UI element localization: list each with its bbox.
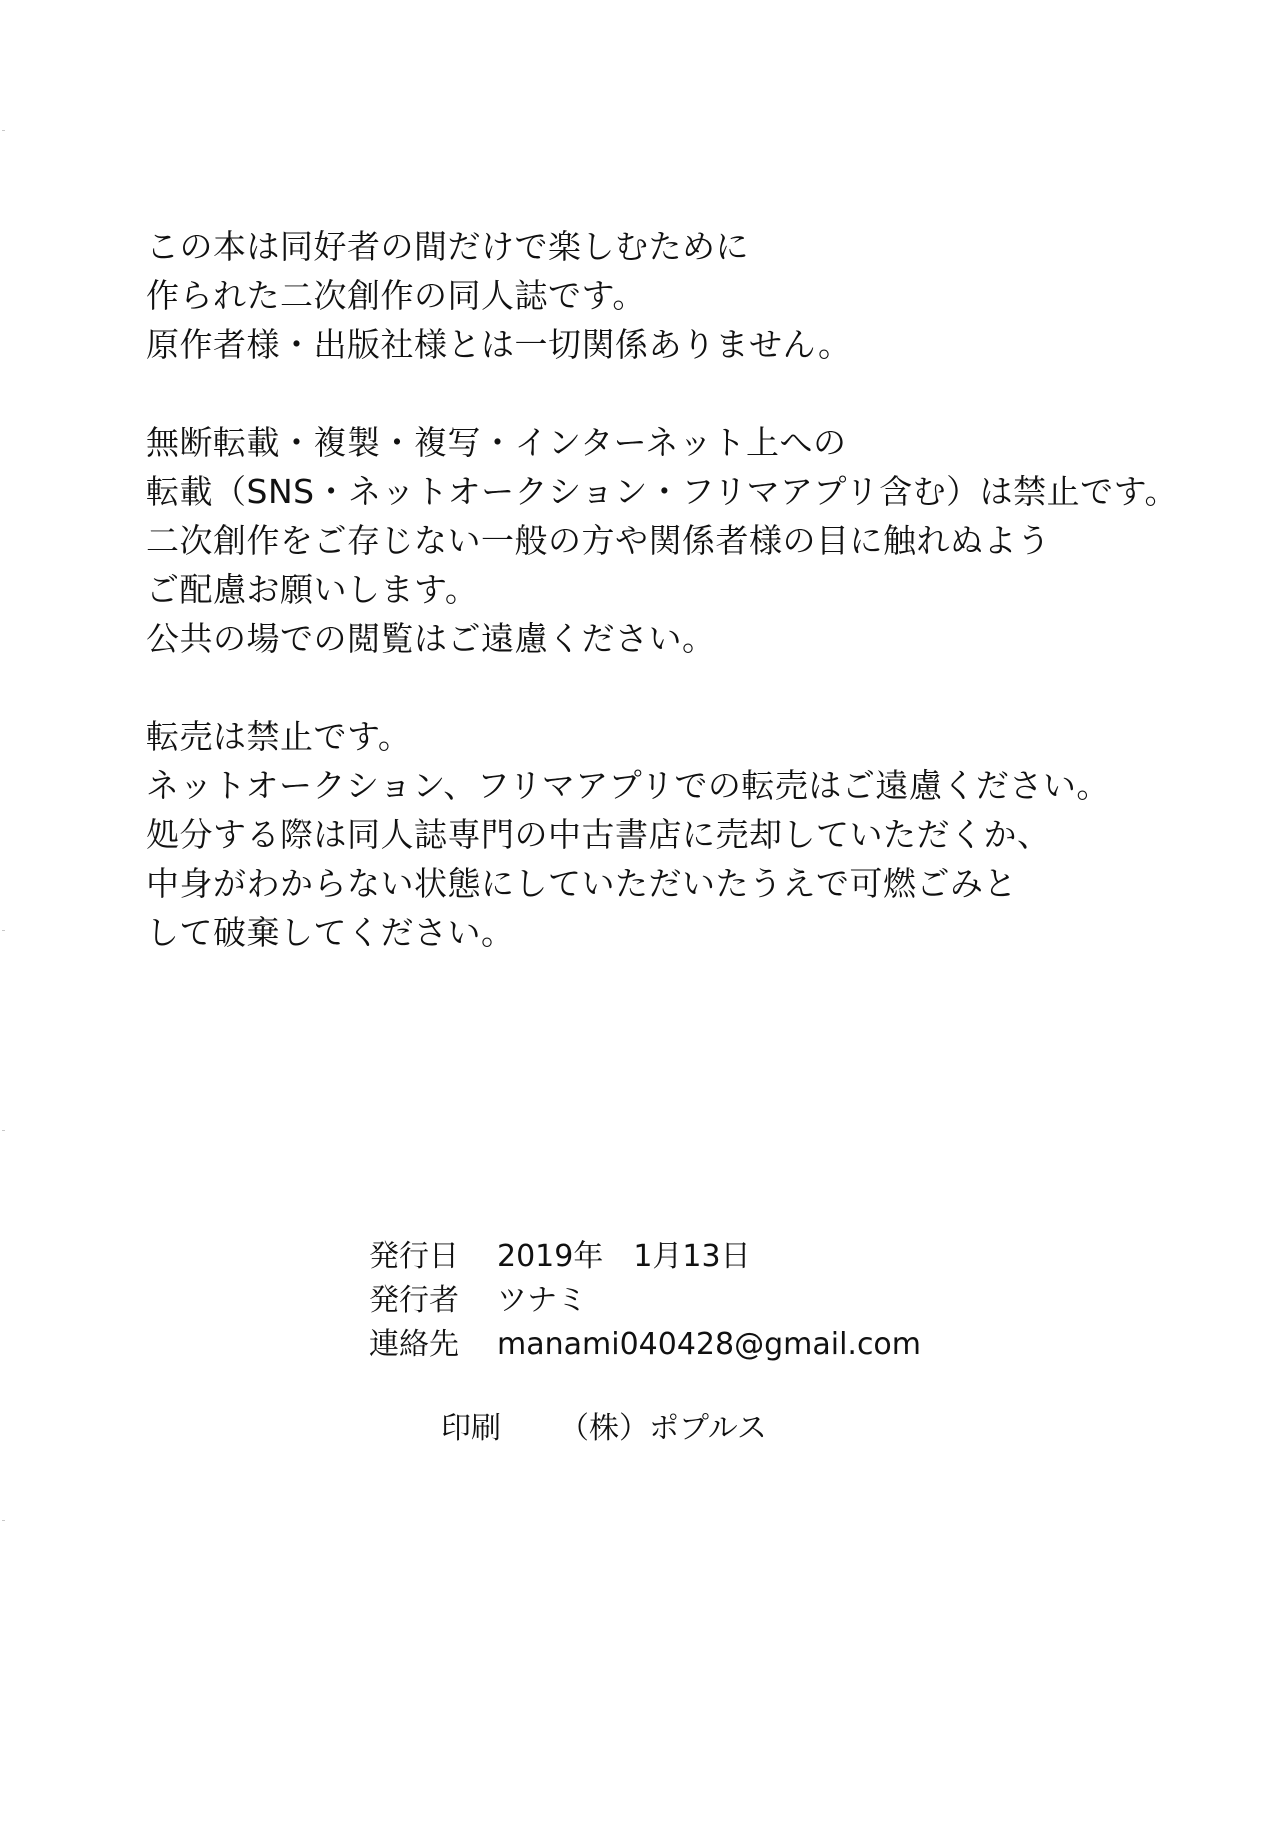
publisher-row — [369, 1279, 1069, 1323]
contact-label: 連絡先 — [369, 1327, 459, 1362]
publisher-label: 発行者 — [369, 1283, 459, 1318]
notice-line: ネットオークション、フリマアプリでの転売はご遠慮ください。 — [146, 766, 1110, 805]
contact-email: manami040428@gmail.com — [497, 1327, 922, 1362]
notice-line: ご配慮お願いします。 — [146, 570, 479, 609]
notice-line: この本は同好者の間だけで楽しむために — [146, 227, 749, 266]
notice-line: 二次創作をご存じない一般の方や関係者様の目に触れぬよう — [146, 521, 1051, 560]
scan-edge-mark — [2, 1520, 5, 1521]
notice-paragraph-reproduction — [146, 418, 1206, 663]
publisher-value: ツナミ — [497, 1283, 587, 1318]
notice-paragraph-fan-work — [146, 222, 1206, 369]
notice-line: 転売は禁止です。 — [146, 717, 412, 756]
issue-date-label: 発行日 — [369, 1239, 459, 1274]
notice-paragraph-resale — [146, 712, 1206, 957]
printer-label: 印刷 — [441, 1411, 501, 1446]
notice-line: 転載（SNS・ネットオークション・フリマアプリ含む）は禁止です。 — [146, 472, 1178, 511]
notice-line: して破棄してください。 — [146, 913, 515, 952]
notice-line: 無断転載・複製・複写・インターネット上への — [146, 423, 847, 462]
scan-edge-mark — [2, 1130, 5, 1131]
contact-row — [369, 1323, 1069, 1367]
printer-row — [441, 1407, 767, 1451]
notice-line: 作られた二次創作の同人誌です。 — [146, 276, 646, 315]
notice-text — [146, 222, 1206, 1006]
notice-line: 中身がわからない状態にしていただいたうえで可燃ごみと — [146, 864, 1017, 903]
colophon — [369, 1235, 1069, 1367]
scan-edge-mark — [2, 130, 5, 131]
notice-line: 処分する際は同人誌専門の中古書店に売却していただくか、 — [146, 815, 1051, 854]
scan-edge-mark — [2, 930, 5, 931]
notice-line: 原作者様・出版社様とは一切関係ありません。 — [146, 325, 852, 364]
printer-value: （株）ポプルス — [559, 1411, 767, 1446]
issue-date-row — [369, 1235, 1069, 1279]
notice-line: 公共の場での閲覧はご遠慮ください。 — [146, 619, 716, 658]
issue-date-value: 2019年 1月13日 — [497, 1239, 751, 1274]
